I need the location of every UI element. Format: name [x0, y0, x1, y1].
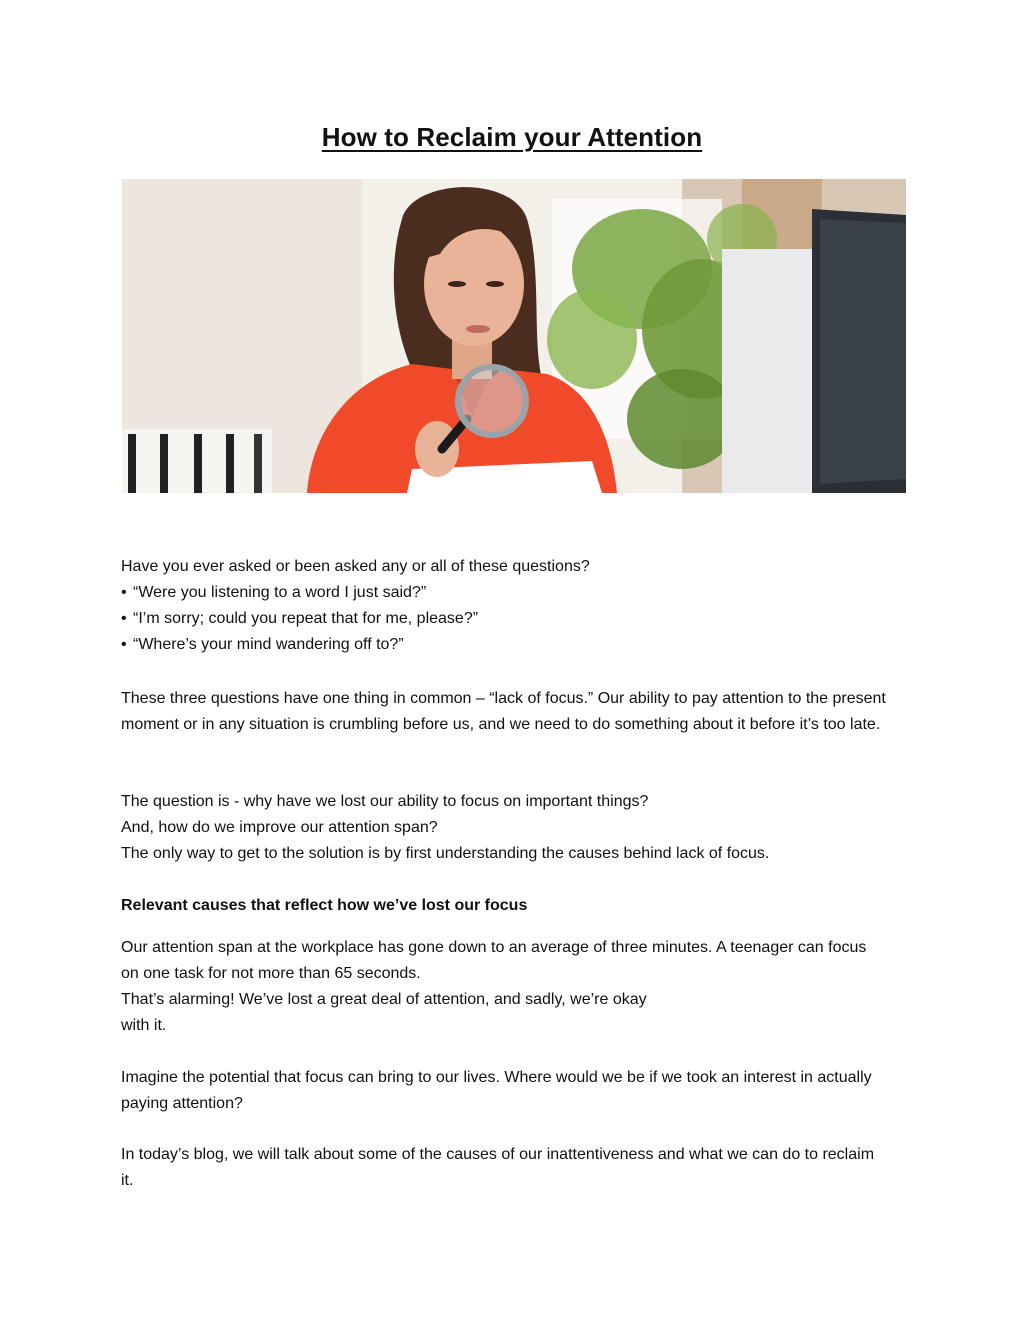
intro-section — [121, 554, 891, 658]
bullet-icon: • — [121, 584, 127, 601]
page-title: How to Reclaim your Attention — [321, 122, 703, 152]
paragraph-2: The question is - why have we lost our ability to focus on important things? And, how do we improve our attention span? The only way to get to the solution is by first understanding the causes behind lack of focus. — [121, 793, 770, 862]
bullet-icon: • — [121, 610, 127, 627]
paragraph-5: Imagine the potential that focus can bring to our lives. Where would we be if we took an interest in actually paying attention? — [121, 1069, 872, 1112]
intro-question: Have you ever asked or been asked any or all of these questions? — [121, 558, 590, 575]
bullet-icon: • — [121, 636, 127, 653]
paragraph-1: These three questions have one thing in common – “lack of focus.” Our ability to pay attention to the present moment or in any situation is crumbling before us, and we need to do something about it before it’s too late. — [121, 690, 886, 733]
binders-graphic — [122, 429, 272, 493]
section-heading: Relevant causes that reflect how we’ve lost our focus — [121, 897, 528, 914]
list-item: • “Where’s your mind wandering off to?” — [121, 632, 891, 658]
list-item: • “I’m sorry; could you repeat that for me, please?” — [121, 606, 891, 632]
monitor-graphic — [722, 209, 906, 493]
list-item: • “Were you listening to a word I just said?” — [121, 580, 891, 606]
paragraph-3: Our attention span at the workplace has gone down to an average of three minutes. A teenager can focus on one task for not more than 65 seconds. That’s alarming! We’ve lost a great deal of attention, and sadly, we’re okay with it. — [121, 939, 867, 1034]
hero-image-woman-with-magnifying-glass — [122, 179, 906, 493]
paragraph-6: In today’s blog, we will talk about some of the causes of our inattentiveness and what we can do to reclaim it. — [121, 1146, 875, 1189]
